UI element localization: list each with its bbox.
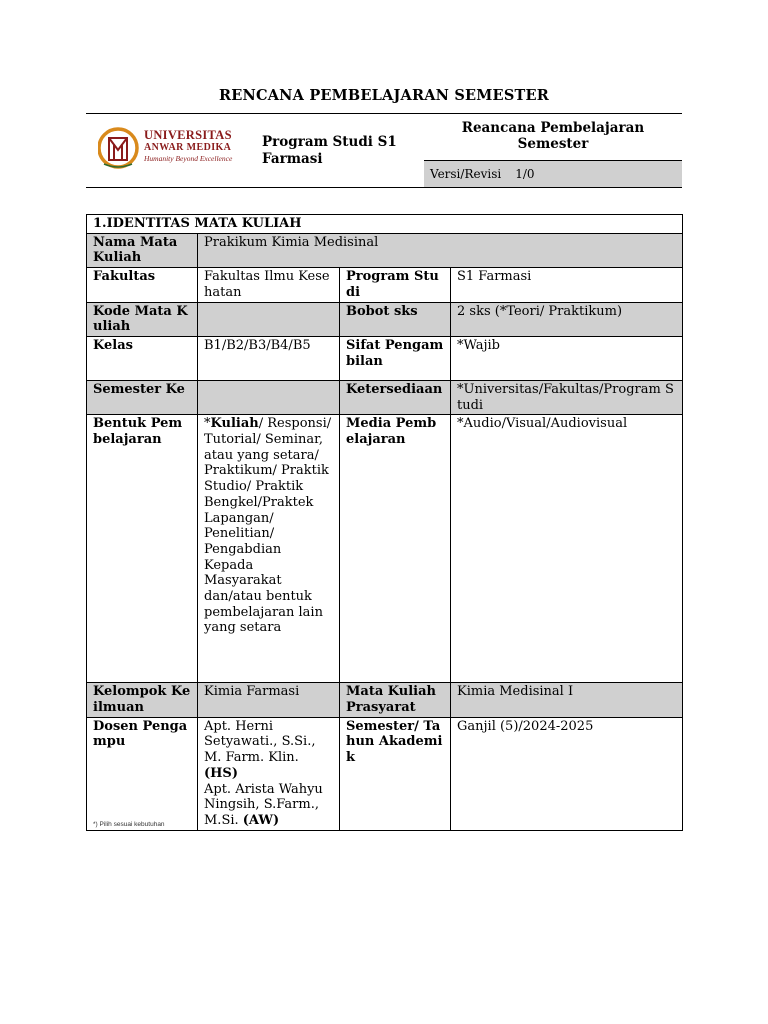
nama-mk-value: Prakikum Kimia Medisinal <box>198 233 683 267</box>
tahun-value: Ganjil (5)/2024-2025 <box>451 717 683 830</box>
versi-label: Versi/Revisi <box>430 167 502 181</box>
dosen1-name: Apt. Herni Setyawati., S.Si., M. Farm. Klin. <box>204 718 316 766</box>
tahun-label: Semester/ Tahun Akademik <box>340 717 451 830</box>
prasyarat-label: Mata Kuliah Prasyarat <box>340 683 451 717</box>
fakultas-label: Fakultas <box>87 268 198 302</box>
bentuk-value <box>198 415 340 683</box>
media-value: *Audio/Visual/Audiovisual <box>451 415 683 683</box>
dosen2-code: (AW) <box>242 812 280 828</box>
sifat-label: Sifat Pengambilan <box>340 336 451 380</box>
ketersediaan-value: *Universitas/Fakultas/Program Studi <box>451 380 683 414</box>
prasyarat-value: Kimia Medisinal I <box>451 683 683 717</box>
university-logo <box>98 126 238 172</box>
bentuk-label: Bentuk Pembelajaran <box>87 415 198 683</box>
versi-value: 1/0 <box>515 167 535 181</box>
bentuk-rest: / Responsi/ Tutorial/ Seminar, atau yang setara/ Praktikum/ Praktik Studio/ Praktik Bengkel/Praktek Lapangan/ Penelitian/ Pengabdian Kepada Masyarakat dan/atau bentuk pembelajaran lain yang setara <box>204 416 332 636</box>
program-line2: Farmasi <box>262 151 323 167</box>
section-title: 1.IDENTITAS MATA KULIAH <box>87 215 683 234</box>
prodi-label: Program Studi <box>340 268 451 302</box>
dosen2-name: Apt. Arista Wahyu Ningsih, S.Farm., M.Si. <box>204 781 323 828</box>
sifat-value: *Wajib <box>451 336 683 380</box>
dosen-label: Dosen Pengampu <box>87 717 198 830</box>
logo-tagline: Humanity Beyond Excellence <box>144 154 233 163</box>
program-studi <box>262 134 397 168</box>
semester-label: Semester Ke <box>87 380 198 414</box>
kelompok-label: Kelompok Keilmuan <box>87 683 198 717</box>
document-title: RENCANA PEMBELAJARAN SEMESTER <box>219 87 549 104</box>
divider <box>86 187 682 188</box>
kode-label: Kode Mata Kuliah <box>87 302 198 336</box>
media-label: Media Pembelajaran <box>340 415 451 683</box>
right-title-line2: Semester <box>517 136 589 152</box>
nama-mk-label: Nama Mata Kuliah <box>87 233 198 267</box>
semester-value <box>198 380 340 414</box>
bobot-label: Bobot sks <box>340 302 451 336</box>
header-right-title <box>424 120 682 160</box>
divider <box>86 113 682 114</box>
dosen1-code: (HS) <box>204 765 238 781</box>
ketersediaan-label: Ketersediaan <box>340 380 451 414</box>
right-title-line1: Reancana Pembelajaran <box>461 120 645 136</box>
program-line1: Program Studi S1 <box>262 134 397 150</box>
bentuk-prefix: * <box>204 416 211 432</box>
bobot-value: 2 sks (*Teori/ Praktikum) <box>451 302 683 336</box>
kode-value <box>198 302 340 336</box>
kelas-label: Kelas <box>87 336 198 380</box>
logo-line1: UNIVERSITAS <box>144 128 232 142</box>
kelas-value: B1/B2/B3/B4/B5 <box>198 336 340 380</box>
bentuk-bold: Kuliah <box>210 416 259 432</box>
prodi-value: S1 Farmasi <box>451 268 683 302</box>
kelompok-value: Kimia Farmasi <box>198 683 340 717</box>
logo-line2: ANWAR MEDIKA <box>144 142 232 153</box>
dosen-value <box>198 717 340 830</box>
versi-revisi <box>424 161 682 187</box>
identitas-table <box>86 214 683 831</box>
footnote: *) Pilih sesuai kebutuhan <box>93 821 165 828</box>
fakultas-value: Fakultas Ilmu Kesehatan <box>198 268 340 302</box>
crest-icon <box>98 126 142 170</box>
